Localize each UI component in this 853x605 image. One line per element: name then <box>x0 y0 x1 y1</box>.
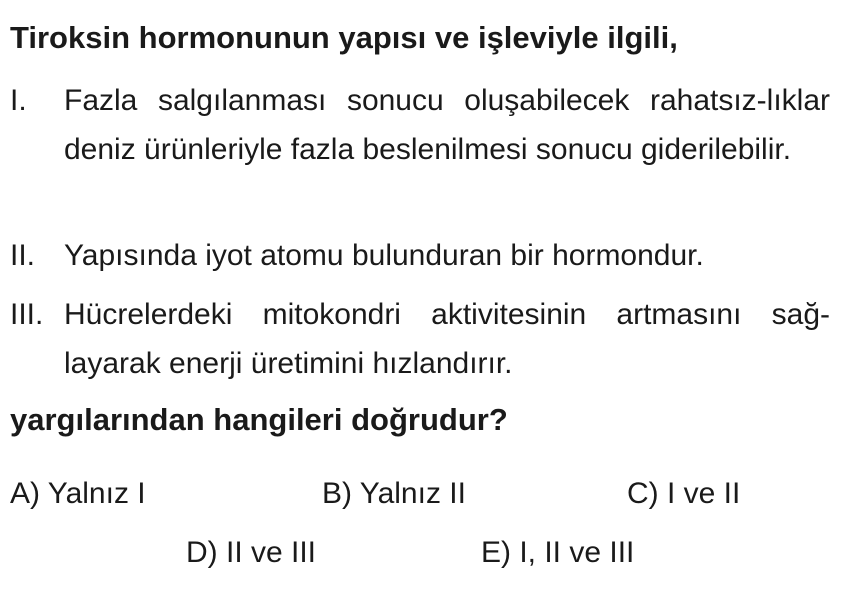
statement-numeral: III. <box>10 298 44 331</box>
option-b[interactable]: B) Yalnız II <box>322 477 466 510</box>
option-c[interactable]: C) I ve II <box>627 477 741 510</box>
question-stem: Tiroksin hormonunun yapısı ve işleviyle ilgili, <box>10 20 678 55</box>
statement-1 <box>10 76 830 174</box>
question-prompt: yargılarından hangileri doğrudur? <box>10 402 508 437</box>
statement-text: Yapısında iyot atomu bulunduran bir hormondur. <box>64 239 704 272</box>
statement-numeral: II. <box>10 239 36 272</box>
option-d[interactable]: D) II ve III <box>186 536 317 569</box>
statement-text: Hücrelerdeki mitokondri aktivitesinin artmasını sağ-layarak enerji üretimini hızlandırır. <box>64 298 830 380</box>
statement-numeral: I. <box>10 84 27 117</box>
statement-text: Fazla salgılanması sonucu oluşabilecek rahatsız-lıklar deniz ürünleriyle fazla beslenilmesi sonucu giderilebilir. <box>64 84 830 166</box>
option-e[interactable]: E) I, II ve III <box>481 536 635 569</box>
statement-3 <box>10 290 830 388</box>
statement-2 <box>10 231 830 280</box>
option-a[interactable]: A) Yalnız I <box>10 477 146 510</box>
